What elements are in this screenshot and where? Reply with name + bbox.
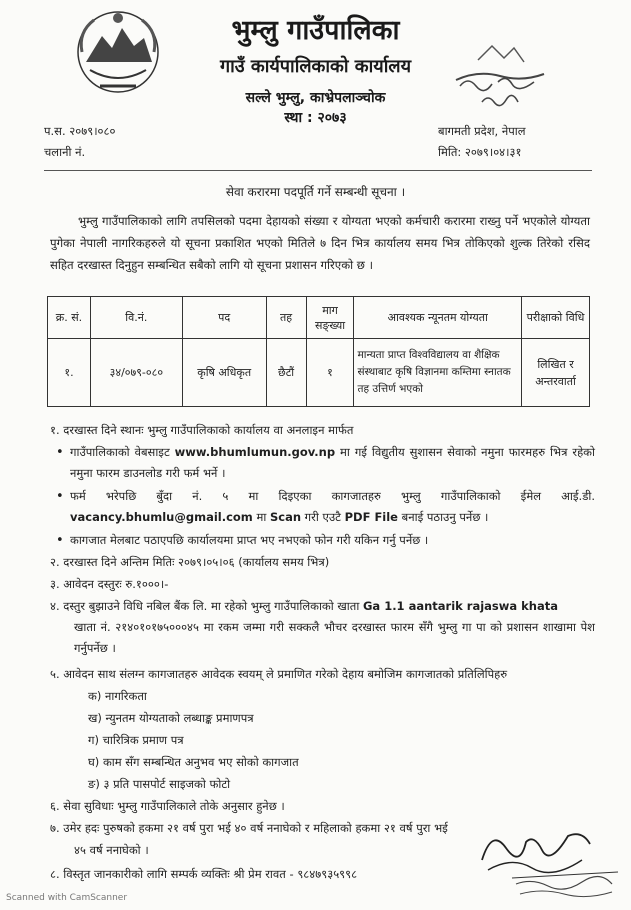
term-benefits: ६. सेवा सुविधाः भुम्लु गाउँपालिकाले तोके अनुसार हुनेछ । bbox=[50, 799, 285, 813]
notice-intro: भुम्लु गाउँपालिकाको लागि तपसिलको पदमा देहायको संख्या र योग्यता भएको कर्मचारी करारमा राख्नु पर्ने भएकोले योग्यता पुगेका नेपाली नागरिकहरुले यो सूचना प्रकाशित भएको मितिले ७ दिन भित्र कार्यालय समय भित्र तोकिएको शुल्क तिरेको रसिद सहित दरखास्त दिनुहुन सम्बन्धित सबैको लागि यो सूचना प्रशासन गरिएको छ । bbox=[50, 214, 590, 272]
table-header-row bbox=[48, 297, 590, 339]
office-location: सल्ले भुम्लु, काभ्रेपलाञ्चोक bbox=[245, 90, 386, 106]
bullet-email-text-2: मा bbox=[252, 510, 270, 524]
term-fee: ३. आवेदन दस्तुरः रु.१०००।- bbox=[50, 577, 169, 591]
scanner-watermark: Scanned with CamScanner bbox=[6, 893, 128, 903]
bullet-confirm: • कागजात मेलबाट पठाएपछि कार्यालयमा प्राप्त भए नभएको फोन गरी यकिन गर्नु पर्नेछ । bbox=[70, 530, 595, 551]
pdf-keyword: PDF File bbox=[344, 510, 398, 524]
doc-experience: घ) काम सँग सम्बन्धित अनुभव भए सोको कागजात bbox=[88, 755, 299, 769]
col-serial: क्र. सं. bbox=[48, 297, 91, 339]
email-link[interactable]: vacancy.bhumlu@gmail.com bbox=[70, 510, 253, 524]
doc-citizenship: क) नागरिकता bbox=[88, 689, 147, 703]
officer-signature bbox=[472, 820, 622, 900]
term-payment-text-2: खाता नं. २१४०१०१७५०००४५ मा रकम जम्मा गरी सक्कलै भौचर दरखास्त फारम सँगै भुम्लु गा पा को प्रशासन शाखामा पेश गर्नुपर्नेछ । bbox=[74, 620, 595, 655]
municipality-title: भुम्लु गाउँपालिका bbox=[231, 15, 400, 46]
province-name: बागमती प्रदेश, नेपाल bbox=[438, 124, 526, 138]
bullet-email-text-3: गरी एउटै bbox=[301, 510, 345, 524]
letter-number: प.स. २०७९।०८० bbox=[44, 124, 116, 138]
notice-subject: सेवा करारमा पदपूर्ति गर्ने सम्बन्धी सूचना । bbox=[225, 185, 406, 199]
cell-post: कृषि अधिकृत bbox=[182, 339, 266, 407]
bullet-website bbox=[70, 442, 595, 484]
col-level: तह bbox=[266, 297, 306, 339]
col-post: पद bbox=[182, 297, 266, 339]
cell-demand-count: १ bbox=[306, 339, 354, 407]
bullet-email-text-4: बनाई पठाउनु पर्नेछ । bbox=[397, 510, 489, 524]
term-age-limit: ७. उमेर हदः पुरुषको हकमा २१ वर्ष पुरा भई ४० वर्ष ननाघेको र महिलाको हकमा २१ वर्ष पुरा भई bbox=[50, 821, 448, 835]
term-contact: ८. विस्तृत जानकारीको लागि सम्पर्क व्यक्तिः श्री प्रेम रावत - ९८४७९३५९९८ bbox=[50, 867, 358, 881]
municipality-seal-stamp bbox=[448, 40, 548, 110]
col-exam-method: परीक्षाको विधि bbox=[522, 297, 590, 339]
term-deadline: २. दरखास्त दिने अन्तिम मितिः २०७९।०५।०६ (कार्यालय समय भित्र) bbox=[50, 555, 330, 569]
header-divider bbox=[44, 170, 592, 171]
term-payment-text-1: ४. दस्तुर बुझाउने विधि नबिल बैंक लि. मा रहेको भुम्लु गाउँपालिकाको खाता bbox=[50, 599, 363, 613]
term-documents: ५. आवेदन साथ संलग्न कागजातहरु आवेदक स्वयम् ले प्रमाणित गरेको देहाय बमोजिम कागजातको प्रतिलिपिहरु bbox=[50, 667, 508, 681]
cell-level: छैटौं bbox=[266, 339, 306, 407]
col-qualification: आवश्यक न्यूनतम योग्यता bbox=[354, 297, 522, 339]
cell-serial: १. bbox=[48, 339, 91, 407]
notice-date: मिति: २०७९।०४।३१ bbox=[438, 145, 522, 159]
scan-keyword: Scan bbox=[269, 510, 302, 524]
term-application-place: १. दरखास्त दिने स्थानः भुम्लु गाउँपालिकाको कार्यालय वा अनलाइन मार्फत bbox=[50, 423, 354, 437]
bullet-website-text-2: मा गई विद्युतीय सुशासन सेवाको नमुना फारमहरु भित्र रहेको नमुना फारम डाउनलोड गरी फर्म भर्ने । bbox=[70, 445, 595, 480]
col-ad-number: वि.नं. bbox=[90, 297, 182, 339]
bullet-email bbox=[70, 486, 595, 528]
office-name: गाउँ कार्यपालिकाको कार्यालय bbox=[219, 56, 412, 77]
cell-qualification: मान्यता प्राप्त विश्वविद्यालय वा शैक्षिक संस्थाबाट कृषि विज्ञानमा कम्तिमा स्नातक तह उत्तिर्ण भएको bbox=[354, 339, 522, 407]
cell-exam-method: लिखित र अन्तरवार्ता bbox=[522, 339, 590, 407]
term-payment bbox=[50, 596, 595, 659]
website-link[interactable]: www.bhumlumun.gov.np bbox=[174, 445, 336, 459]
term-age-limit-cont: ४५ वर्ष ननाघेको । bbox=[74, 843, 149, 857]
bullet-website-text-1: गाउँपालिकाको वेबसाइट bbox=[70, 445, 175, 459]
dispatch-number: चलानी नं. bbox=[44, 145, 86, 159]
doc-photo: ङ) ३ प्रति पासपोर्ट साइजको फोटो bbox=[88, 777, 231, 791]
table-row bbox=[48, 339, 590, 407]
vacancy-table bbox=[47, 296, 590, 407]
bullet-email-text-1: फर्म भरेपछि बुँदा नं. ५ मा दिइएका कागजातहरु भुम्लु गाउँपालिकाको ईमेल आई.डी. bbox=[70, 489, 595, 503]
doc-character-certificate: ग) चारित्रिक प्रमाण पत्र bbox=[88, 733, 184, 747]
doc-transcript: ख) न्युनतम योग्यताको लब्धाङ्क प्रमाणपत्र bbox=[88, 711, 254, 725]
cell-ad-number: ३४/०७९-०८० bbox=[90, 339, 182, 407]
account-name: Ga 1.1 aantarik rajaswa khata bbox=[362, 599, 559, 613]
col-demand-count: माग सङ्ख्या bbox=[306, 297, 354, 339]
established-year: स्था : २०७३ bbox=[284, 110, 347, 126]
